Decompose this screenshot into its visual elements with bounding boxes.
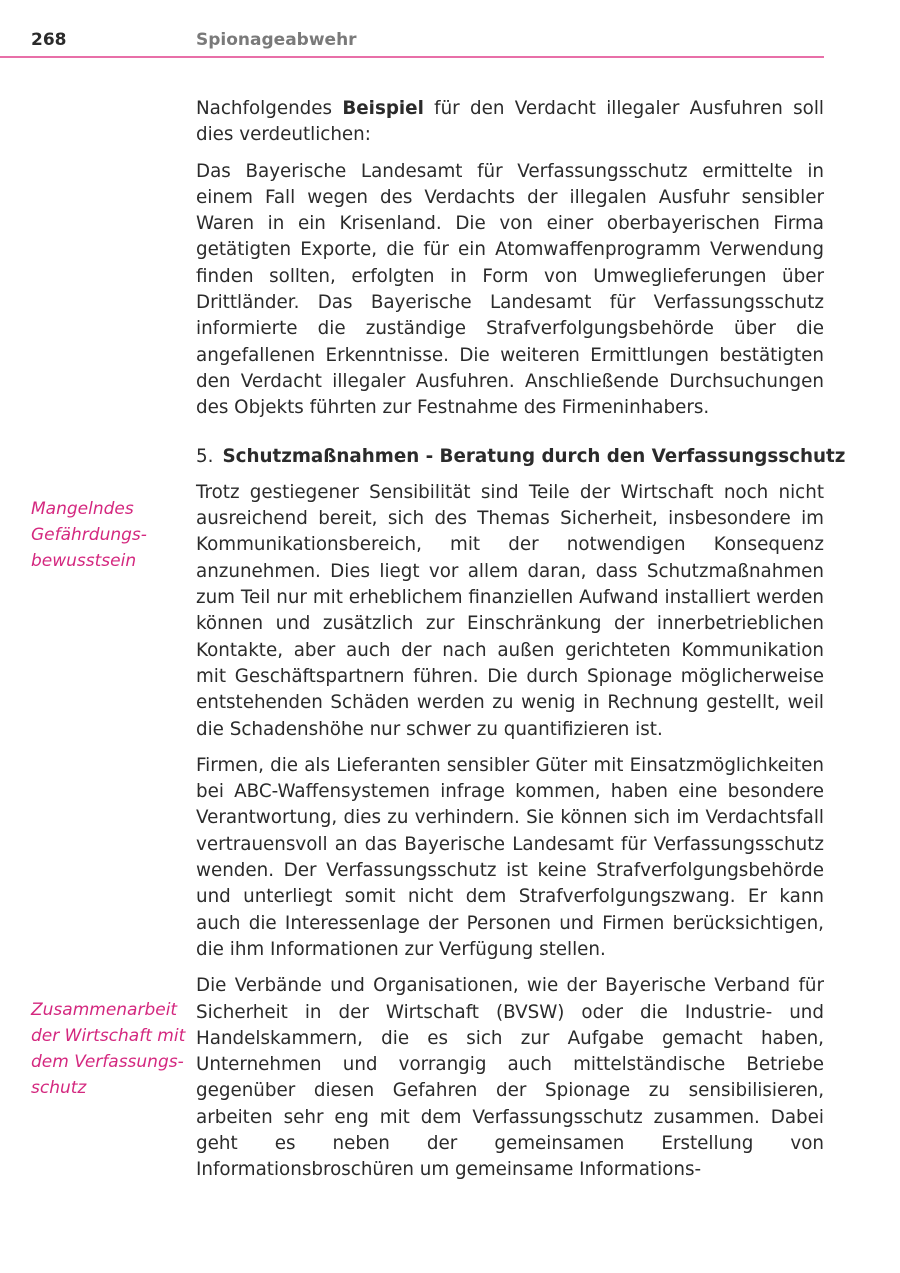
body-text [196,96,846,1194]
intro-paragraph [196,96,824,149]
intro-bold-term: Beispiel [342,98,424,119]
section-heading [196,444,846,470]
header-divider [0,56,824,58]
margin-note-line: Zusammenarbeit [31,1000,178,1020]
suppliers-paragraph: Firmen, die als Lieferanten sensibler Güter mit Einsatzmöglichkeiten bei ABC-Waffensystemen infrage kommen, haben eine besondere Verantwortung, dies zu verhindern. Sie können sich im Verdachtsfall vertrauensvoll an das Bayerische Landesamt für Verfassungsschutz wenden. Der Verfassungsschutz ist keine Strafverfolgungsbehörde und unterliegt somit nicht dem Strafverfolgungszwang. Er kann auch die Interessenlage der Personen und Firmen berücksichtigen, die ihm Informationen zur Verfügung stellen. [196,754,824,960]
example-paragraph: Das Bayerische Landesamt für Verfassungsschutz ermittelte in einem Fall wegen des Verdachts der illegalen Ausfuhr sensibler Waren in ein Krisenland. Die von einer oberbayerischen Firma getätigten Exporte, die für ein Atomwaffenprogramm Verwendung finden sollten, erfolgten in Form von Umweglieferungen über Drittländer. Das Bayerische Landesamt für Verfassungsschutz informierte die zuständige Strafverfolgungsbehörde über die angefallenen Erkenntnisse. Die weiteren Ermittlungen bestätigten den Verdacht illegaler Ausfuhren. Anschließende Durchsuchungen des Objekts führten zur Festnahme des Firmeninhabers. [196,160,824,419]
cooperation-paragraph: Die Verbände und Organisationen, wie der Bayerische Verband für Sicherheit in der Wirtschaft (BVSW) oder die Industrie- und Handelskammern, die es sich zur Aufgabe gemacht haben, Unternehmen und vorrangig auch mittelständische Betriebe gegenüber diesen Gefahren der Spionage zu sensibilisieren, arbeiten sehr eng mit dem Verfassungsschutz zusammen. Dabei geht es neben der gemeinsamen Erstellung von Informationsbroschüren um gemeinsame Informations- [196,975,824,1181]
margin-note-cooperation [31,997,186,1101]
margin-note-line: Gefährdungs- [31,525,147,545]
margin-note-line: schutz [31,1078,87,1098]
awareness-paragraph: Trotz gestiegener Sensibilität sind Teile der Wirtschaft noch nicht ausreichend bereit, sich des Themas Sicherheit, insbesondere im Kommunikationsbereich, mit der notwendigen Konsequenz anzunehmen. Dies liegt vor allem daran, dass Schutzmaßnahmen zum Teil nur mit erheblichem finanziellen Aufwand installiert werden können und zusätzlich zur Einschränkung der innerbetrieblichen Kontakte, aber auch der nach außen gerichteten Kommunikation mit Geschäftspartnern führen. Die durch Spionage möglicherweise entstehenden Schäden werden zu wenig in Rechnung gestellt, weil die Schadenshöhe nur schwer zu quantifizieren ist. [196,481,824,740]
page-number: 268 [31,30,67,50]
intro-text-before: Nachfolgendes [196,98,343,119]
margin-note-line: Mangelndes [31,499,134,519]
section-title: Schutzmaßnahmen - Beratung durch den Verfassungsschutz [222,445,846,467]
section-number: 5. [196,445,214,467]
running-title: Spionageabwehr [196,30,357,50]
margin-note-line: bewusstsein [31,551,137,571]
margin-note-line: der Wirtschaft mit [31,1026,186,1046]
margin-note-awareness [31,496,181,574]
intro-text-after: für den Verdacht illegaler Ausfuhren soll dies verdeutlichen: [196,98,824,146]
margin-note-line: dem Verfassungs- [31,1052,184,1072]
